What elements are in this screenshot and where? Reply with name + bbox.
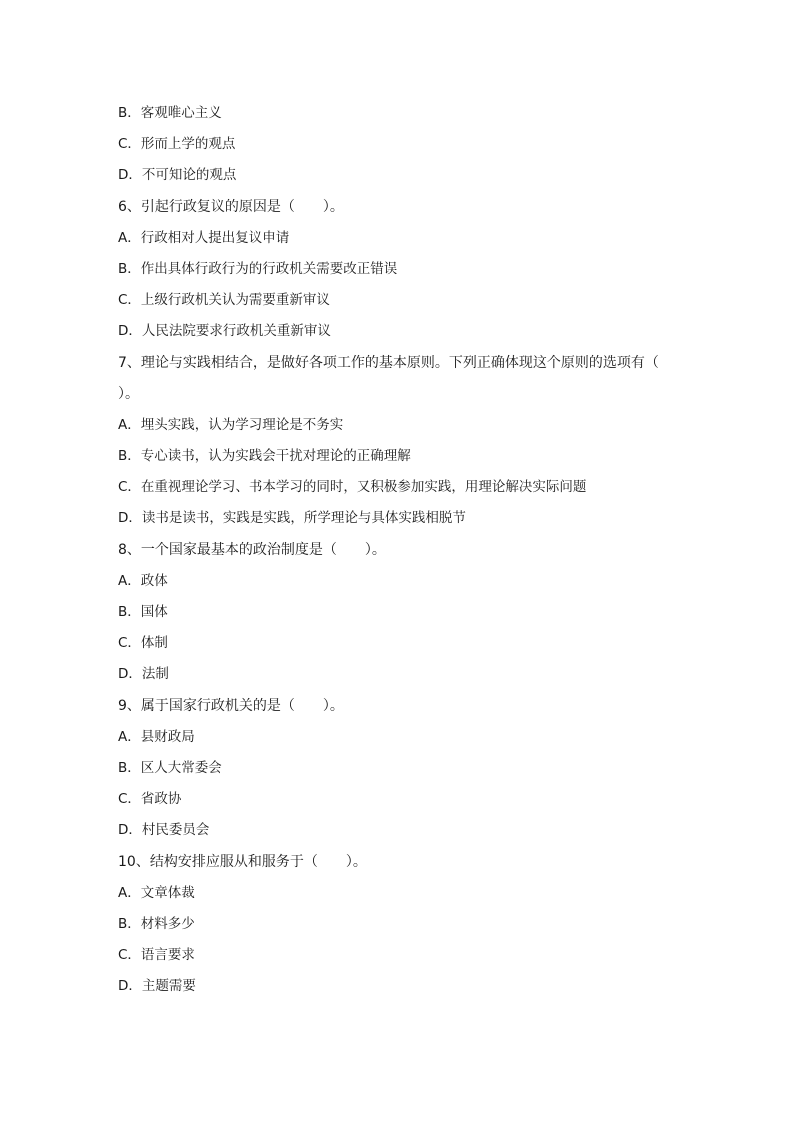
answer-option: A．文章体裁 — [118, 884, 195, 901]
answer-option: B．材料多少 — [118, 915, 195, 932]
answer-option: D．读书是读书，实践是实践，所学理论与具体实践相脱节 — [118, 510, 466, 527]
answer-option: C．在重视理论学习、书本学习的同时，又积极参加实践，用理论解决实际问题 — [118, 479, 587, 496]
question-text: 8、一个国家最基本的政治制度是（ ）。 — [118, 541, 386, 558]
answer-option: D．法制 — [118, 666, 169, 683]
answer-option: B．作出具体行政行为的行政机关需要改正错误 — [118, 260, 398, 277]
answer-option: C．省政协 — [118, 791, 182, 808]
question-text: 6、引起行政复议的原因是（ ）。 — [118, 198, 344, 215]
question-text: ）。 — [118, 385, 139, 402]
answer-option: C．语言要求 — [118, 947, 195, 964]
answer-option: A．政体 — [118, 572, 168, 589]
answer-option: B．专心读书，认为实践会干扰对理论的正确理解 — [118, 448, 411, 465]
answer-option: D．人民法院要求行政机关重新审议 — [118, 323, 331, 340]
question-text: 9、属于国家行政机关的是（ ）。 — [118, 697, 344, 714]
question-text: 7、理论与实践相结合，是做好各项工作的基本原则。下列正确体现这个原则的选项有（ — [118, 354, 659, 371]
answer-option: B．区人大常委会 — [118, 759, 222, 776]
document-page — [118, 98, 678, 1002]
answer-option: D．村民委员会 — [118, 822, 210, 839]
answer-option: A．县财政局 — [118, 728, 195, 745]
answer-option: B．国体 — [118, 604, 168, 620]
answer-option: C．体制 — [118, 635, 168, 652]
answer-option: C．形而上学的观点 — [118, 136, 236, 153]
answer-option: B．客观唯心主义 — [118, 105, 222, 121]
question-text: 10、结构安排应服从和服务于（ ）。 — [118, 853, 367, 870]
answer-option: A．行政相对人提出复议申请 — [118, 229, 290, 246]
answer-option: D．主题需要 — [118, 978, 196, 995]
answer-option: A．埋头实践，认为学习理论是不务实 — [118, 416, 344, 433]
answer-option: C．上级行政机关认为需要重新审议 — [118, 292, 330, 309]
answer-option: D．不可知论的观点 — [118, 167, 237, 184]
